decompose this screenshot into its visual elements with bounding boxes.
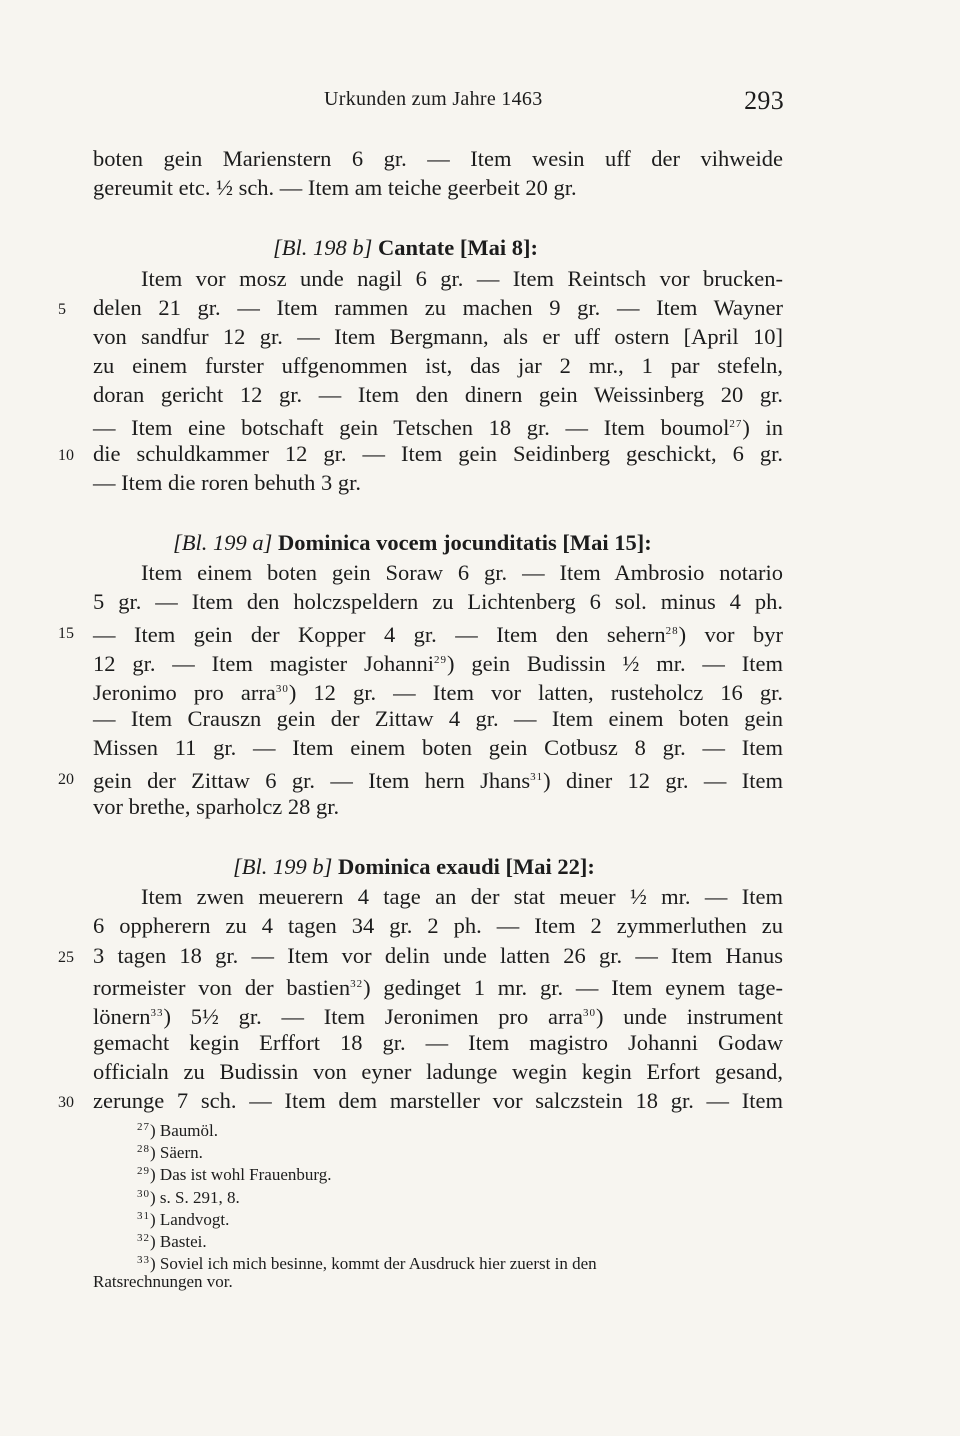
text-line: 5 delen 21 gr. — Item rammen zu machen 9 gr. — Item Wayner [93,293,783,322]
footnote-mark: 31 [530,770,544,783]
text-line: — Item Crauszn gein der Zittaw 4 gr. — Item einem boten gein [93,706,783,732]
line-number: 25 [58,948,74,966]
text-line: 10 die schuldkammer 12 gr. — Item gein Seidinberg geschickt, 6 gr. [93,439,783,468]
footnote: $^{28}$) Säern. [137,1143,203,1163]
text-line: rormeister von der bastien$^{32}$) gedinget 1 mr. gr. — Item eynem tage- [93,974,783,1000]
footnote-mark: 27 [729,417,743,430]
text-line: 5 gr. — Item den holczspeldern zu Lichtenberg 6 sol. minus 4 ph. [93,589,783,615]
line-number: 10 [58,446,74,464]
footnote-mark: 30 [582,1006,596,1019]
text-line: Item zwen meuerern 4 tage an der stat meuer ½ mr. — Item [141,884,783,910]
text-line: officialn zu Budissin von eyner ladunge wegin kegin Erfort gesand, [93,1059,783,1085]
line-number: 20 [58,770,74,788]
footnote-continuation: Ratsrechnungen vor. [93,1272,233,1292]
text-line: doran gericht 12 gr. — Item den dinern gein Weissinberg 20 gr. [93,382,783,408]
footnote: $^{27}$) Baumöl. [137,1121,218,1140]
footnote: $^{29}$) Das ist wohl Frauenburg. [137,1165,332,1185]
text-line: — Item die roren behuth 3 gr. [93,469,362,495]
footnote: $^{30}$) s. S. 291, 8. [137,1187,240,1207]
text-line: 15 — Item gein der Kopper 4 gr. — Item den sehern$^{28}$) vor byr [93,617,783,646]
page-title: Urkunden zum Jahre 1463 [324,88,543,110]
page-number: 293 [744,86,784,115]
text-line: Jeronimo pro arra$^{30}$) 12 gr. — Item vor latten, rusteholcz 16 gr. [93,680,783,705]
folio-reference: [Bl. 199 b] [233,853,333,879]
text-line: Item vor mosz unde nagil 6 gr. — Item Reintsch vor brucken- [141,265,783,291]
text-line: Item einem boten gein Soraw 6 gr. — Item Ambrosio notario [141,560,783,586]
body-text [58,144,783,1116]
line-number: 30 [58,1094,74,1112]
text-line: — Item eine botschaft gein Tetschen 18 gr. — Item boumol$^{27}$) in [93,414,783,440]
text-line: 6 oppherern zu 4 tagen 34 gr. 2 ph. — Item 2 zymmerluthen zu [93,913,783,939]
section-heading-vocem-jocunditatis [93,528,783,557]
text-line: zu einem furster uffgenommen ist, das jar 2 mr., 1 par stefeln, [93,353,783,379]
footnote-mark: 28 [665,624,679,637]
folio-reference: [Bl. 199 a] [173,530,273,556]
text-line: gemacht kegin Erffort 18 gr. — Item magistro Johanni Godaw [93,1030,783,1056]
footnote: $^{32}$) Bastei. [137,1232,207,1252]
text-line: 30 zerunge 7 sch. — Item dem marsteller vor salczstein 18 gr. — Item [93,1086,783,1115]
section-heading-cantate [93,233,783,262]
footnote-mark: 30 [275,683,289,695]
line-number: 15 [58,624,74,642]
footnote-mark: 29 [434,653,447,666]
footnote: $^{31}$) Landvogt. [137,1209,230,1229]
section-title: Dominica vocem jocunditatis [Mai 15]: [278,530,652,556]
section-heading-exaudi [93,852,783,881]
line-number: 5 [58,300,66,318]
text-line: vor brethe, sparholcz 28 gr. [93,793,340,819]
text-line: Missen 11 gr. — Item einem boten gein Cotbusz 8 gr. — Item [93,735,783,761]
folio-reference: [Bl. 198 b] [273,235,373,261]
text-line: boten gein Marienstern 6 gr. — Item wesin uff der vihweide [93,146,783,171]
footnote: $^{33}$) Soviel ich mich besinne, kommt der Ausdruck hier zuerst in den [137,1254,597,1274]
text-line: 25 3 tagen 18 gr. — Item vor delin unde latten 26 gr. — Item Hanus [93,941,783,970]
footnotes [93,1118,783,1292]
text-line: gereumit etc. ½ sch. — Item am teiche geerbeit 20 gr. [93,175,577,201]
text-line: lönern$^{33}$) 5½ gr. — Item Jeronimen pro arra$^{30}$) unde instrument [93,1003,783,1029]
text-line: 20 gein der Zittaw 6 gr. — Item hern Jhans$^{31}$) diner 12 gr. — Item [93,763,783,792]
text-line: 12 gr. — Item magister Johanni$^{29}$) gein Budissin ½ mr. — Item [93,650,783,676]
section-title: Dominica exaudi [Mai 22]: [338,853,595,879]
footnote-mark: 32 [350,977,364,990]
text-line: von sandfur 12 gr. — Item Bergmann, als er uff ostern [April 10] [93,323,783,349]
footnote-mark: 33 [150,1006,164,1019]
section-title: Cantate [Mai 8]: [378,235,538,261]
